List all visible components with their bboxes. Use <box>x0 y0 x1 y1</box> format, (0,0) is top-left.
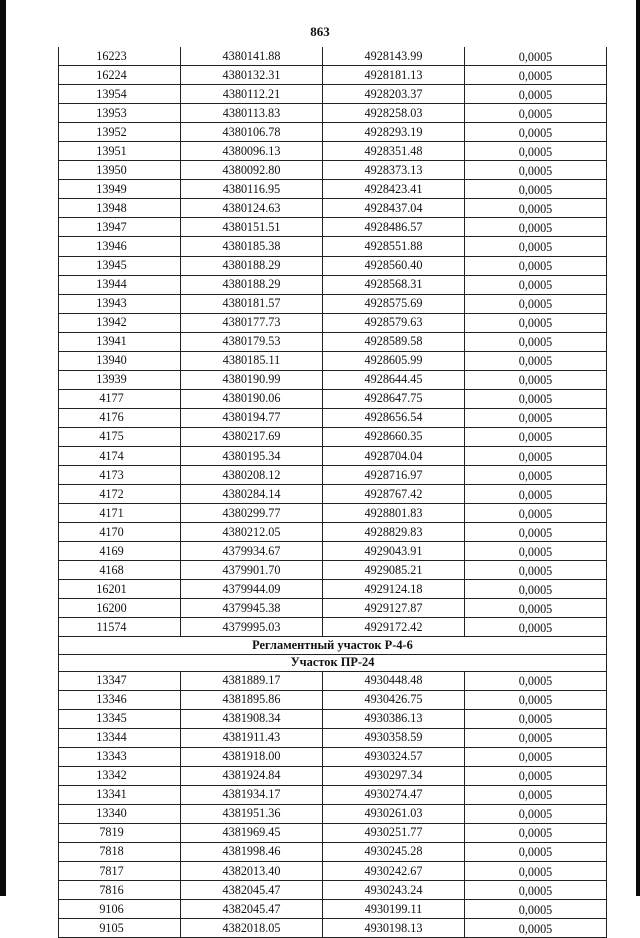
table-row <box>59 66 607 85</box>
point-number-cell: 13341 <box>59 785 181 804</box>
table-row <box>59 766 607 785</box>
coord-y-cell: 4928373.13 <box>323 161 465 180</box>
point-number-cell: 13344 <box>59 728 181 747</box>
coord-x-cell: 4380185.38 <box>181 237 323 256</box>
coord-x-cell: 4381951.36 <box>181 804 323 823</box>
coord-y-cell: 4928560.40 <box>323 256 465 275</box>
section-heading-row <box>59 637 607 654</box>
table-row <box>59 351 607 370</box>
coord-x-cell: 4379934.67 <box>181 542 323 561</box>
coord-x-cell: 4381998.46 <box>181 842 323 861</box>
coord-y-cell: 4928647.75 <box>323 389 465 408</box>
tolerance-cell: 0,0005 <box>465 161 607 180</box>
table-row <box>59 542 607 561</box>
coord-y-cell: 4928143.99 <box>323 47 465 66</box>
coord-x-cell: 4380190.99 <box>181 370 323 389</box>
point-number-cell: 4177 <box>59 389 181 408</box>
tolerance-cell: 0,0005 <box>465 618 607 637</box>
coord-y-cell: 4930297.34 <box>323 766 465 785</box>
tolerance-cell: 0,0005 <box>465 785 607 804</box>
point-number-cell: 7818 <box>59 842 181 861</box>
point-number-cell: 13948 <box>59 199 181 218</box>
tolerance-cell: 0,0005 <box>465 389 607 408</box>
point-number-cell: 16200 <box>59 599 181 618</box>
coord-y-cell: 4928568.31 <box>323 275 465 294</box>
table-row <box>59 599 607 618</box>
subsection-heading: Участок ПР-24 <box>59 654 607 671</box>
coord-x-cell: 4382045.47 <box>181 900 323 919</box>
coord-x-cell: 4381918.00 <box>181 747 323 766</box>
tolerance-cell: 0,0005 <box>465 690 607 709</box>
table-row <box>59 823 607 842</box>
scan-border-right <box>636 0 640 896</box>
tolerance-cell: 0,0005 <box>465 66 607 85</box>
coord-x-cell: 4380195.34 <box>181 446 323 465</box>
table-row <box>59 804 607 823</box>
table-row <box>59 142 607 161</box>
table-row <box>59 842 607 861</box>
tolerance-cell: 0,0005 <box>465 332 607 351</box>
tolerance-cell: 0,0005 <box>465 671 607 690</box>
table-headings <box>59 637 607 671</box>
point-number-cell: 13942 <box>59 313 181 332</box>
coord-y-cell: 4928351.48 <box>323 142 465 161</box>
tolerance-cell: 0,0005 <box>465 237 607 256</box>
table-row <box>59 523 607 542</box>
point-number-cell: 13949 <box>59 180 181 199</box>
table-row <box>59 446 607 465</box>
point-number-cell: 13954 <box>59 85 181 104</box>
point-number-cell: 13945 <box>59 256 181 275</box>
table-row <box>59 747 607 766</box>
table-row <box>59 728 607 747</box>
point-number-cell: 13951 <box>59 142 181 161</box>
tolerance-cell: 0,0005 <box>465 580 607 599</box>
point-number-cell: 13940 <box>59 351 181 370</box>
point-number-cell: 4175 <box>59 427 181 446</box>
table-row <box>59 313 607 332</box>
tolerance-cell: 0,0005 <box>465 313 607 332</box>
coord-y-cell: 4928293.19 <box>323 123 465 142</box>
coord-y-cell: 4928579.63 <box>323 313 465 332</box>
point-number-cell: 16224 <box>59 66 181 85</box>
coord-x-cell: 4380112.21 <box>181 85 323 104</box>
coord-x-cell: 4380151.51 <box>181 218 323 237</box>
table-row <box>59 180 607 199</box>
coord-y-cell: 4928767.42 <box>323 485 465 504</box>
coord-y-cell: 4930274.47 <box>323 785 465 804</box>
point-number-cell: 13343 <box>59 747 181 766</box>
coord-x-cell: 4382045.47 <box>181 881 323 900</box>
table-row <box>59 427 607 446</box>
table-body-part-1 <box>59 47 607 637</box>
coord-x-cell: 4380177.73 <box>181 313 323 332</box>
table-row <box>59 862 607 881</box>
tolerance-cell: 0,0005 <box>465 881 607 900</box>
subsection-heading-row <box>59 654 607 671</box>
table-row <box>59 485 607 504</box>
table-row <box>59 881 607 900</box>
point-number-cell: 4174 <box>59 446 181 465</box>
point-number-cell: 16223 <box>59 47 181 66</box>
point-number-cell: 4172 <box>59 485 181 504</box>
table-row <box>59 123 607 142</box>
coord-x-cell: 4380116.95 <box>181 180 323 199</box>
coord-y-cell: 4929127.87 <box>323 599 465 618</box>
point-number-cell: 9106 <box>59 900 181 919</box>
table-row <box>59 275 607 294</box>
table-row <box>59 47 607 66</box>
tolerance-cell: 0,0005 <box>465 504 607 523</box>
point-number-cell: 13340 <box>59 804 181 823</box>
coord-x-cell: 4380179.53 <box>181 332 323 351</box>
table-row <box>59 199 607 218</box>
tolerance-cell: 0,0005 <box>465 294 607 313</box>
coord-x-cell: 4381908.34 <box>181 709 323 728</box>
tolerance-cell: 0,0005 <box>465 218 607 237</box>
table-row <box>59 561 607 580</box>
coord-x-cell: 4380194.77 <box>181 408 323 427</box>
tolerance-cell: 0,0005 <box>465 142 607 161</box>
coord-y-cell: 4928423.41 <box>323 180 465 199</box>
tolerance-cell: 0,0005 <box>465 542 607 561</box>
coord-x-cell: 4380299.77 <box>181 504 323 523</box>
table-row <box>59 466 607 485</box>
point-number-cell: 4170 <box>59 523 181 542</box>
table-row <box>59 294 607 313</box>
coord-x-cell: 4381969.45 <box>181 823 323 842</box>
table-body-part-2 <box>59 671 607 938</box>
coord-y-cell: 4928605.99 <box>323 351 465 370</box>
tolerance-cell: 0,0005 <box>465 728 607 747</box>
point-number-cell: 13342 <box>59 766 181 785</box>
point-number-cell: 13345 <box>59 709 181 728</box>
coord-y-cell: 4928644.45 <box>323 370 465 389</box>
coord-y-cell: 4929172.42 <box>323 618 465 637</box>
coord-x-cell: 4380124.63 <box>181 199 323 218</box>
coord-x-cell: 4381889.17 <box>181 671 323 690</box>
table-row <box>59 690 607 709</box>
coord-x-cell: 4379945.38 <box>181 599 323 618</box>
coord-y-cell: 4930448.48 <box>323 671 465 690</box>
coord-x-cell: 4381895.86 <box>181 690 323 709</box>
coord-y-cell: 4929124.18 <box>323 580 465 599</box>
tolerance-cell: 0,0005 <box>465 466 607 485</box>
table-row <box>59 332 607 351</box>
coord-y-cell: 4930386.13 <box>323 709 465 728</box>
tolerance-cell: 0,0005 <box>465 446 607 465</box>
coord-x-cell: 4382018.05 <box>181 919 323 938</box>
point-number-cell: 13950 <box>59 161 181 180</box>
coord-x-cell: 4380096.13 <box>181 142 323 161</box>
coord-x-cell: 4380106.78 <box>181 123 323 142</box>
point-number-cell: 13941 <box>59 332 181 351</box>
point-number-cell: 7819 <box>59 823 181 842</box>
table-row <box>59 370 607 389</box>
point-number-cell: 13952 <box>59 123 181 142</box>
table-row <box>59 237 607 256</box>
table-row <box>59 104 607 123</box>
coord-x-cell: 4381911.43 <box>181 728 323 747</box>
tolerance-cell: 0,0005 <box>465 919 607 938</box>
table-row <box>59 408 607 427</box>
coord-y-cell: 4930251.77 <box>323 823 465 842</box>
coord-y-cell: 4930358.59 <box>323 728 465 747</box>
coord-y-cell: 4928716.97 <box>323 466 465 485</box>
point-number-cell: 16201 <box>59 580 181 599</box>
table-row <box>59 709 607 728</box>
point-number-cell: 13947 <box>59 218 181 237</box>
coord-x-cell: 4381924.84 <box>181 766 323 785</box>
point-number-cell: 9105 <box>59 919 181 938</box>
point-number-cell: 13346 <box>59 690 181 709</box>
point-number-cell: 11574 <box>59 618 181 637</box>
point-number-cell: 7816 <box>59 881 181 900</box>
coord-x-cell: 4379995.03 <box>181 618 323 637</box>
coord-x-cell: 4381934.17 <box>181 785 323 804</box>
table-row <box>59 671 607 690</box>
tolerance-cell: 0,0005 <box>465 823 607 842</box>
point-number-cell: 4168 <box>59 561 181 580</box>
coord-y-cell: 4928181.13 <box>323 66 465 85</box>
tolerance-cell: 0,0005 <box>465 804 607 823</box>
point-number-cell: 13946 <box>59 237 181 256</box>
tolerance-cell: 0,0005 <box>465 485 607 504</box>
point-number-cell: 13939 <box>59 370 181 389</box>
coord-x-cell: 4380141.88 <box>181 47 323 66</box>
coord-y-cell: 4928551.88 <box>323 237 465 256</box>
point-number-cell: 13944 <box>59 275 181 294</box>
coord-x-cell: 4380208.12 <box>181 466 323 485</box>
table-row <box>59 504 607 523</box>
tolerance-cell: 0,0005 <box>465 47 607 66</box>
tolerance-cell: 0,0005 <box>465 709 607 728</box>
point-number-cell: 13347 <box>59 671 181 690</box>
coord-y-cell: 4928704.04 <box>323 446 465 465</box>
table-row <box>59 580 607 599</box>
coord-y-cell: 4928801.83 <box>323 504 465 523</box>
coord-x-cell: 4379944.09 <box>181 580 323 599</box>
table-row <box>59 785 607 804</box>
coord-x-cell: 4380132.31 <box>181 66 323 85</box>
coord-y-cell: 4928660.35 <box>323 427 465 446</box>
table-row <box>59 919 607 938</box>
tolerance-cell: 0,0005 <box>465 408 607 427</box>
coord-x-cell: 4380181.57 <box>181 294 323 313</box>
coord-y-cell: 4929043.91 <box>323 542 465 561</box>
tolerance-cell: 0,0005 <box>465 747 607 766</box>
table-row <box>59 218 607 237</box>
section-heading: Регламентный участок Р-4-6 <box>59 637 607 654</box>
coord-y-cell: 4930245.28 <box>323 842 465 861</box>
coord-x-cell: 4380284.14 <box>181 485 323 504</box>
tolerance-cell: 0,0005 <box>465 351 607 370</box>
coordinates-table <box>58 47 607 938</box>
coord-y-cell: 4930426.75 <box>323 690 465 709</box>
scan-border-left <box>0 0 6 896</box>
point-number-cell: 4176 <box>59 408 181 427</box>
coord-y-cell: 4928203.37 <box>323 85 465 104</box>
coord-x-cell: 4380185.11 <box>181 351 323 370</box>
coord-x-cell: 4382013.40 <box>181 862 323 881</box>
table-row <box>59 256 607 275</box>
tolerance-cell: 0,0005 <box>465 180 607 199</box>
coord-x-cell: 4380188.29 <box>181 275 323 294</box>
tolerance-cell: 0,0005 <box>465 370 607 389</box>
coord-x-cell: 4380188.29 <box>181 256 323 275</box>
tolerance-cell: 0,0005 <box>465 561 607 580</box>
coord-y-cell: 4928258.03 <box>323 104 465 123</box>
page-number: 863 <box>310 24 330 39</box>
tolerance-cell: 0,0005 <box>465 523 607 542</box>
table-row <box>59 618 607 637</box>
tolerance-cell: 0,0005 <box>465 900 607 919</box>
tolerance-cell: 0,0005 <box>465 199 607 218</box>
tolerance-cell: 0,0005 <box>465 427 607 446</box>
coord-x-cell: 4380092.80 <box>181 161 323 180</box>
coord-y-cell: 4928656.54 <box>323 408 465 427</box>
coord-x-cell: 4380113.83 <box>181 104 323 123</box>
coord-x-cell: 4380212.05 <box>181 523 323 542</box>
coord-x-cell: 4380190.06 <box>181 389 323 408</box>
point-number-cell: 13943 <box>59 294 181 313</box>
coord-x-cell: 4380217.69 <box>181 427 323 446</box>
tolerance-cell: 0,0005 <box>465 123 607 142</box>
point-number-cell: 7817 <box>59 862 181 881</box>
tolerance-cell: 0,0005 <box>465 256 607 275</box>
point-number-cell: 13953 <box>59 104 181 123</box>
table-row <box>59 85 607 104</box>
coord-y-cell: 4929085.21 <box>323 561 465 580</box>
table-row <box>59 900 607 919</box>
table-row <box>59 389 607 408</box>
point-number-cell: 4171 <box>59 504 181 523</box>
tolerance-cell: 0,0005 <box>465 104 607 123</box>
coord-y-cell: 4930261.03 <box>323 804 465 823</box>
table-row <box>59 161 607 180</box>
coord-y-cell: 4928437.04 <box>323 199 465 218</box>
tolerance-cell: 0,0005 <box>465 842 607 861</box>
coord-y-cell: 4928486.57 <box>323 218 465 237</box>
tolerance-cell: 0,0005 <box>465 85 607 104</box>
coord-y-cell: 4928575.69 <box>323 294 465 313</box>
tolerance-cell: 0,0005 <box>465 766 607 785</box>
coord-y-cell: 4930324.57 <box>323 747 465 766</box>
point-number-cell: 4169 <box>59 542 181 561</box>
coord-y-cell: 4928589.58 <box>323 332 465 351</box>
tolerance-cell: 0,0005 <box>465 275 607 294</box>
coord-y-cell: 4928829.83 <box>323 523 465 542</box>
point-number-cell: 4173 <box>59 466 181 485</box>
coord-y-cell: 4930243.24 <box>323 881 465 900</box>
tolerance-cell: 0,0005 <box>465 862 607 881</box>
coord-y-cell: 4930199.11 <box>323 900 465 919</box>
coord-x-cell: 4379901.70 <box>181 561 323 580</box>
coord-y-cell: 4930242.67 <box>323 862 465 881</box>
tolerance-cell: 0,0005 <box>465 599 607 618</box>
coord-y-cell: 4930198.13 <box>323 919 465 938</box>
